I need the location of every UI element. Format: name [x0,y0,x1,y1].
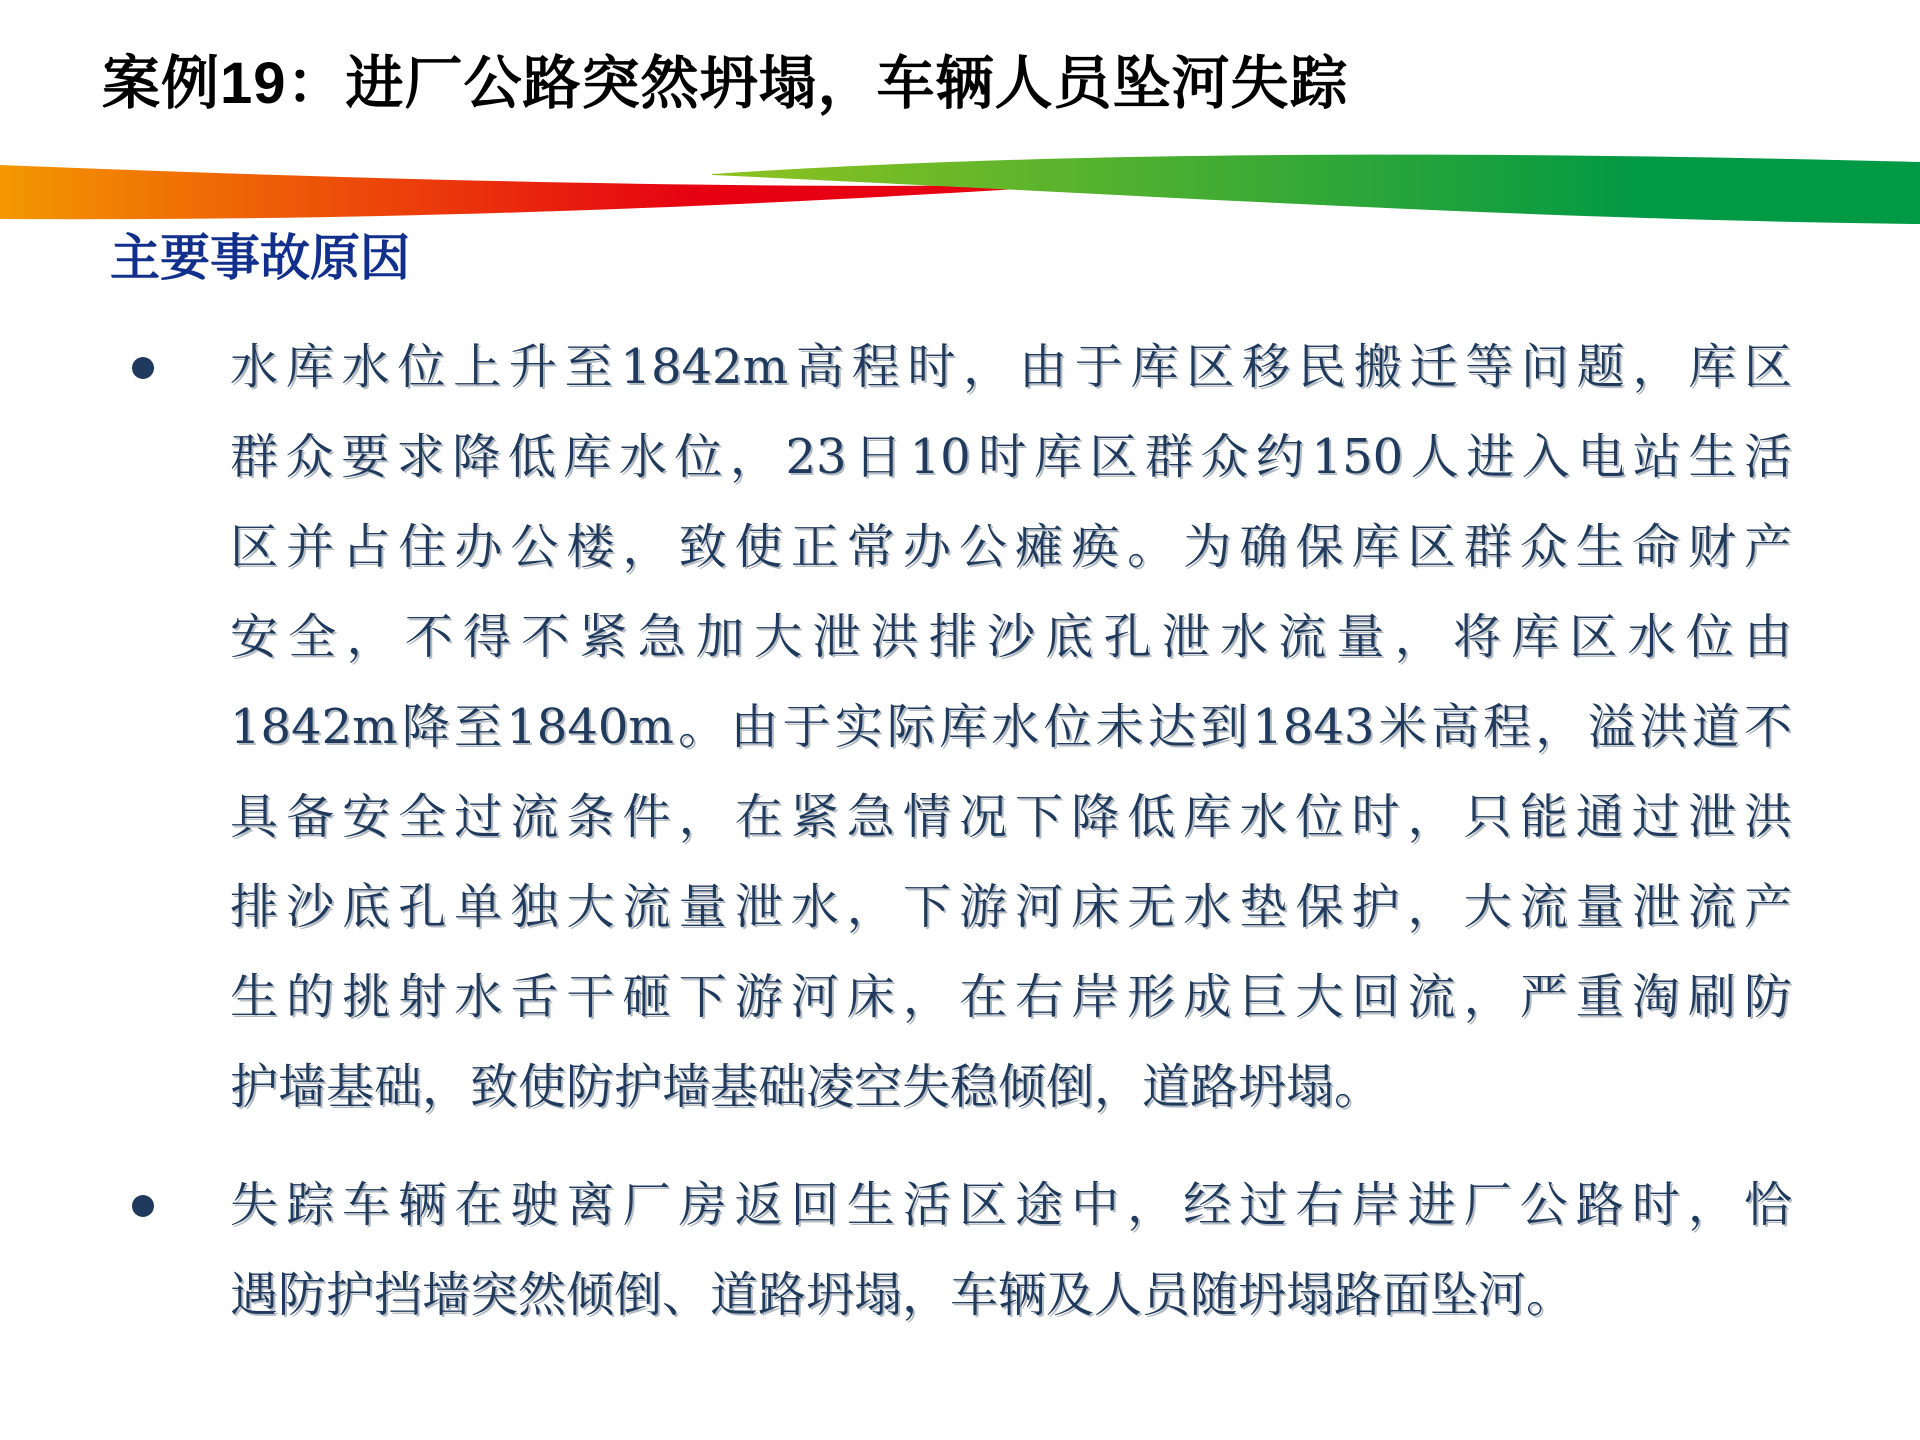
bullet-dot-icon [132,357,154,379]
bullet-item [130,1160,1792,1340]
slide-title: 案例19：进厂公路突然坍塌，车辆人员坠河失踪 [102,51,1349,116]
divider-swoosh-graphic [0,128,1920,236]
section-heading: 主要事故原因 [110,230,410,286]
bullet-line: 水库水位上升至1842m高程时，由于库区移民搬迁等问题，库区 [230,339,1792,395]
bullet-line: 1842m降至1840m。由于实际库水位未达到1843米高程，溢洪道不 [230,699,1792,755]
bullet-line: 失踪车辆在驶离厂房返回生活区途中，经过右岸进厂公路时，恰 [230,1177,1792,1233]
bullet-dot-icon [132,1195,154,1217]
bullet-line: 群众要求降低库水位，23日10时库区群众约150人进入电站生活 [230,429,1792,485]
bullet-line: 护墙基础，致使防护墙基础凌空失稳倾倒，道路坍塌。 [230,1059,1383,1115]
bullet-line: 排沙底孔单独大流量泄水，下游河床无水垫保护，大流量泄流产 [230,879,1792,935]
bullet-item [130,322,1792,1132]
bullet-line: 安全，不得不紧急加大泄洪排沙底孔泄水流量，将库区水位由 [230,609,1792,665]
bullet-line: 具备安全过流条件，在紧急情况下降低库水位时，只能通过泄洪 [230,789,1792,845]
bullet-line: 生的挑射水舌干砸下游河床，在右岸形成巨大回流，严重淘刷防 [230,969,1792,1025]
bullet-line: 区并占住办公楼，致使正常办公瘫痪。为确保库区群众生命财产 [230,519,1792,575]
bullet-line: 遇防护挡墙突然倾倒、道路坍塌，车辆及人员随坍塌路面坠河。 [230,1267,1575,1323]
bullet-list [130,322,1792,1340]
